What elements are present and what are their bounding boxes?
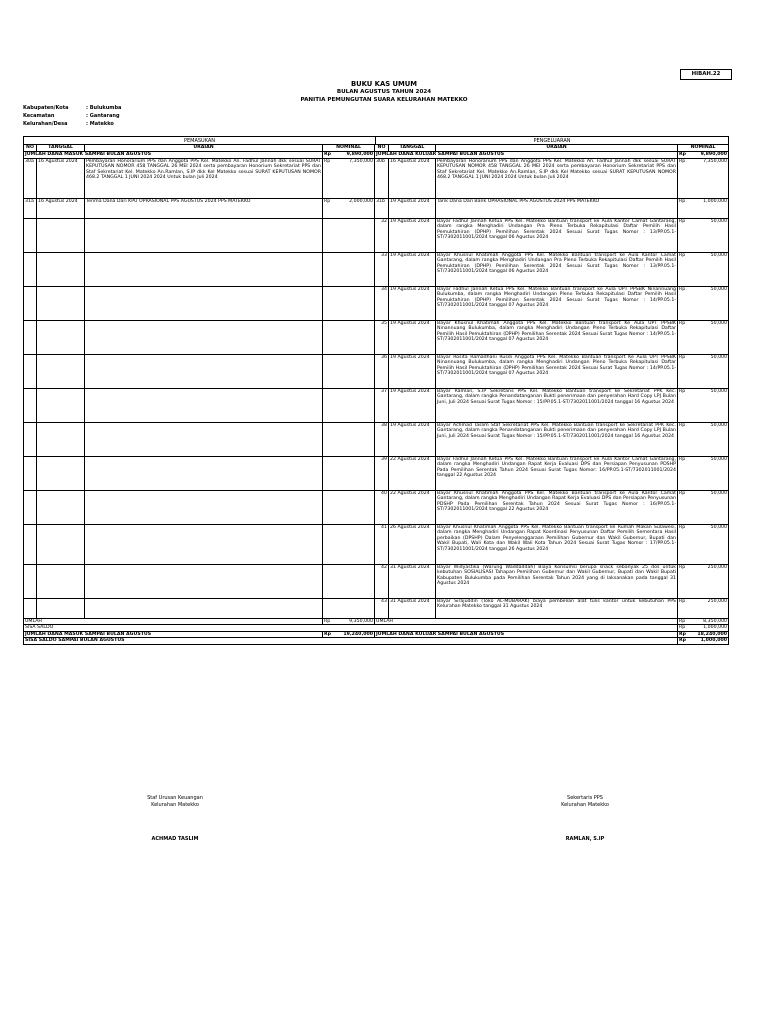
row-date: 19 Agustus 2024 — [389, 388, 436, 422]
col-no: NO — [375, 145, 389, 152]
empty-cell — [85, 456, 323, 490]
row-amount: 50,000 — [689, 490, 729, 524]
empty-cell — [24, 320, 37, 354]
empty-cell — [335, 286, 375, 320]
empty-cell — [37, 252, 85, 286]
row-desc: Bayar Rosita Ramadhani Rusdi Anggota PPS Kel. Matekko Bantuan transport Ke Aula UPT PPSBK Ninannuang Bulukumba, dalam rangka Menghadiri Undangan Pleno Terbuka Rekapitulasi Daftar Pemilih Hasil Pemuktahiran (DPHP) Pemilihan Serentak 2024 Sesuai Surat Tugas Nomor : 14/PP.05.1-ST/7302011001/2024 tanggal 07 Agustus 2024 — [436, 354, 678, 388]
signer-role: Staf Urusan Keuangan — [147, 795, 203, 801]
sisa-saldo-amount: 1,000,000 — [689, 625, 729, 632]
row-desc: Bayar Achmad Taslim Staf Sekretariat PPS Kel. Matekko Bantuan transport ke Sekretariat PPK Kec. Gantarang, dalam rangka Penandatanganan Bukti penerimaan dan penyerahan Hard Copy LPJ Bulan Juni, Juli 2024 Sesuai Surat Tugas Nomor : 15/PP.05.1-ST/7302011001/2024 tanggal 16 Agustus 2024 — [436, 422, 678, 456]
row-desc: Bayar Khusnul Khatimah Anggota PPS Kel. Matekko Bantuan transport ke Aula Kantor Camat Gantarang, dalam rangka Menghadiri Undangan Rapat Kerja Evaluasi DPS dan Persiapan Penyusunan PDSHP Pada Pemilihan Serentak Tahun 2024 Sesuai Surat Tugas Nomor : 16/PP.05.1-ST/7302011001/2024 tanggal 22 Agustus 2024 — [436, 490, 678, 524]
col-date: TANGGAL — [389, 145, 436, 152]
column-header-row — [24, 145, 729, 152]
currency: Rp — [678, 158, 689, 198]
currency: Rp — [678, 198, 689, 218]
region-value: : Gantarang — [86, 113, 120, 119]
col-no: NO — [24, 145, 37, 152]
currency: Rp — [323, 618, 335, 625]
row-no: 35 — [375, 320, 389, 354]
empty-cell — [335, 598, 375, 618]
row-no: 37 — [375, 388, 389, 422]
signer-org: Kelurahan Matekko — [561, 801, 609, 808]
table-row — [24, 388, 729, 422]
empty-cell — [24, 564, 37, 598]
empty-cell — [85, 388, 323, 422]
empty-cell — [85, 218, 323, 252]
row-desc: Bayar Ramlan, S.IP Sekretaris PPS Kel. Matekko Bantuan transport ke Sekretariat PPK Kec. Gantarang, dalam rangka Penandatanganan Bukti penerimaan dan penyerahan Hard Copy LPJ Bulan Juni, Juli 2024 Sesuai Surat Tugas Nomor : 15/PP.05.1-ST/7302011001/2024 tanggal 16 Agustus 2024 — [436, 388, 678, 422]
table-row — [24, 158, 729, 198]
currency: Rp — [323, 158, 335, 198]
jumlah-row — [24, 618, 729, 625]
empty-cell — [323, 388, 335, 422]
row-date: 19 Agustus 2024 — [389, 354, 436, 388]
empty-cell — [24, 252, 37, 286]
row-no: 30b — [375, 158, 389, 198]
row-no: 42 — [375, 564, 389, 598]
table-row — [24, 564, 729, 598]
jumlah-label: UMLAH — [24, 618, 323, 625]
row-desc: Terima Dana Dari KPU OPRASIONAL PPS AGUSTUS 2024 PPS MATEKKO — [85, 198, 323, 218]
signer-role: Sekertaris PPS — [567, 795, 603, 801]
empty-cell — [24, 286, 37, 320]
row-amount: 250,000 — [689, 598, 729, 618]
row-no: 32 — [375, 218, 389, 252]
region-row — [23, 120, 121, 128]
document-subtitle: BULAN AGUSTUS TAHUN 2024 — [336, 89, 432, 95]
empty-cell — [24, 456, 37, 490]
empty-cell — [323, 490, 335, 524]
row-desc: Pembayaran Honorarium PPS dan Anggota PPS Kel. Matekko An. Fadhul Jannah dkk sesuai SURAT KEPUTUSAN NOMOR 458 TANGGAL 26 MEI 2024 serta pembayaran Honorium Sekretariat PPS dan Staf Sekretariat Kel. Matekko An.Ramlan, S.IP dkk Kel Matekko sesuai SURAT KEPUTUSAN NOMOR 468.2 TANGGAL 1 JUNI 2024 2024 Untuk bulan Juli 2024 — [436, 158, 678, 198]
total-row — [24, 631, 729, 638]
empty-cell — [323, 524, 335, 564]
total-expense-amount: 18,240,000 — [689, 631, 729, 638]
col-desc: URAIAN — [85, 145, 323, 152]
currency: Rp — [678, 564, 689, 598]
opening-expense-amount: 9,890,000 — [689, 152, 729, 159]
empty-cell — [335, 320, 375, 354]
currency: Rp — [678, 638, 689, 645]
opening-expense-label: JUMLAH DANA KULUAR SAMPAI BULAN AGUSTUS — [375, 152, 678, 159]
currency: Rp — [678, 524, 689, 564]
region-label: Kelurahan/Desa — [23, 121, 68, 127]
empty-cell — [85, 490, 323, 524]
col-date: TANGGAL — [37, 145, 85, 152]
table-row — [24, 198, 729, 218]
row-amount: 50,000 — [689, 286, 729, 320]
row-no: 39 — [375, 456, 389, 490]
row-date: 31 Agustus 2024 — [389, 564, 436, 598]
currency: Rp — [678, 152, 689, 159]
currency: Rp — [678, 218, 689, 252]
currency: Rp — [323, 631, 335, 638]
empty-cell — [85, 286, 323, 320]
currency: Rp — [678, 490, 689, 524]
region-row — [23, 104, 121, 112]
empty-cell — [335, 524, 375, 564]
row-amount: 50,000 — [689, 456, 729, 490]
signature-secretary — [530, 795, 640, 843]
ledger-table — [23, 144, 729, 645]
empty-cell — [37, 422, 85, 456]
empty-cell — [37, 598, 85, 618]
empty-cell — [335, 388, 375, 422]
document-code: HIBAH.22 — [680, 69, 732, 80]
currency: Rp — [678, 252, 689, 286]
total-income-amount: 19,240,000 — [335, 631, 375, 638]
row-desc: Bayar Fadhul Jannah Ketua PPS Kel. Matekko Bantuan transport ke Aula Kantor Camat Gantarang, dalam rangka Menghadiri Undangan Rapat Kerja Evaluasi DPS dan Persiapan Penyusunan PDSHP Pada Pemilihan Serentak Tahun 2024 Sesuai Surat Tugas Nomor: 16/PP.05.1-ST/7302011001/2024 tanggal 22 Agustus 2024 — [436, 456, 678, 490]
row-date: 19 Agustus 2024 — [389, 422, 436, 456]
row-no: 40 — [375, 490, 389, 524]
currency: Rp — [323, 198, 335, 218]
row-date: 19 Agustus 2024 — [389, 198, 436, 218]
opening-balance-row — [24, 152, 729, 159]
signer-name: ACHMAD TASLIM — [151, 836, 199, 842]
row-date: 31 Agustus 2024 — [389, 598, 436, 618]
empty-cell — [85, 354, 323, 388]
empty-cell — [24, 422, 37, 456]
row-desc: Bayar Khusnul Khatimah Anggota PPS Kel. Matekko Bantuan transport ke Aula Kantor Camat Gantarang, dalam rangka Menghadiri Undangan Pra Pleno Terbuka Rekapitulasi Daftar Pemilih Hasil Pemuktahiran (DPHP) Pemilihan Serentak 2024 Sesuai Surat Tugas Nomor : 13/PP.05.1-ST/7302011001/2024 tanggal 06 Agustus 2024 — [436, 252, 678, 286]
currency: Rp — [678, 388, 689, 422]
row-date: 22 Agustus 2024 — [389, 456, 436, 490]
jumlah-expense-amount: 8,350,000 — [689, 618, 729, 625]
empty-cell — [335, 218, 375, 252]
row-date: 16 Agustus 2024 — [389, 158, 436, 198]
empty-cell — [24, 490, 37, 524]
row-desc: Bayar Widyastika (Warung Waddaddah) Biaya Konsumsi berupa snack sebanyak 25 dos untuk kebutuhan SOSIALISASI Tahapan Pemilihan Gubernur dan Wakil Gubernur, Bupati dan Wakil Bupati Kabupaten Bulukumba pada Pemilihan Serentak Tahun 2024 yang di laksanakan pada tanggal 31 Agustus 2024 — [436, 564, 678, 598]
row-amount: 7,350,000 — [335, 158, 375, 198]
empty-cell — [37, 456, 85, 490]
row-desc: Pembayaran Honorarium PPS dan Anggota PPS Kel. Matekko An. Fadhul Jannah dkk sesuai SURAT KEPUTUSAN NOMOR 458 TANGGAL 26 MEI 2024 serta pembayaran Honorium Sekretariat PPS dan Staf Sekretariat Kel. Matekko An.Ramlan, S.IP dkk Kel Matekko sesuai SURAT KEPUTUSAN NOMOR 468.2 TANGGAL 1 JUNI 2024 2024 Untuk bulan Juli 2024 — [85, 158, 323, 198]
empty-cell — [37, 218, 85, 252]
empty-cell — [24, 598, 37, 618]
empty-cell — [335, 456, 375, 490]
currency: Rp — [323, 152, 335, 159]
committee-name: PANITIA PEMUNGUTAN SUARA KELURAHAN MATEKKO — [300, 97, 468, 103]
income-section-header: PEMASUKAN — [23, 136, 376, 145]
row-desc: Bayar Khusnul Khatimah Anggota PPS Kel. Matekko Bantuan transport Ke Aula UPT PPSBK Ninannuang Bulukumba, dalam rangka Menghadiri Undangan Pleno Terbuka Rekapitulasi Daftar Pemilih Hasil Pemuktahiran (DPHP) Pemilihan Serentak 2024 Sesuai Surat Tugas Nomor : 14/PP.05.1-ST/7302011001/2024 tanggal 07 Agustus 2024 — [436, 320, 678, 354]
empty-cell — [37, 524, 85, 564]
signature-finance — [120, 795, 230, 843]
row-no: 36 — [375, 354, 389, 388]
row-desc: Bayar Sirajuddin (Toko AL-MUBARAK) biaya pembelian alat tulis kantor untuk kebutuhan PPS Kelurahan Matekko tanggal 31 Agustus 2024 — [436, 598, 678, 618]
currency: Rp — [678, 631, 689, 638]
row-amount: 50,000 — [689, 252, 729, 286]
row-no: 33 — [375, 252, 389, 286]
empty-cell — [85, 598, 323, 618]
row-date: 16 Agustus 2024 — [37, 198, 85, 218]
table-row — [24, 422, 729, 456]
table-row — [24, 456, 729, 490]
currency: Rp — [678, 354, 689, 388]
empty-cell — [323, 286, 335, 320]
table-row — [24, 490, 729, 524]
table-row — [24, 252, 729, 286]
empty-cell — [85, 252, 323, 286]
region-value: : Matekko — [86, 121, 114, 127]
empty-cell — [323, 456, 335, 490]
col-amount: NOMINAL — [678, 145, 729, 152]
row-desc: Tarik Dana Dari Bank OPRASIONAL PPS AGUSTUS 2024 PPS MATEKKO — [436, 198, 678, 218]
jumlah-income-amount: 9,350,000 — [335, 618, 375, 625]
row-no: 31a — [24, 198, 37, 218]
empty-cell — [37, 388, 85, 422]
final-balance-amount: 1,000,000 — [689, 638, 729, 645]
row-date: 19 Agustus 2024 — [389, 218, 436, 252]
table-row — [24, 286, 729, 320]
row-date: 16 Agustus 2024 — [37, 158, 85, 198]
row-date: 19 Agustus 2024 — [389, 320, 436, 354]
empty-cell — [24, 388, 37, 422]
row-date: 22 Agustus 2024 — [389, 490, 436, 524]
row-desc: Bayar Khusnul Khatimah Anggota PPS Kel. Matekko Bantuan transport ke Rumah Makan Sulawesi, dalam rangka Menghadiri Undangan Rapat Koordinasi Penyusunan Daftar Pemilih Sementara Hasil perbaikan (DPSHP) Dalam Penyelenggaraan Pemilihan Gubernur dan Wakil Gubernur, Bupati dan Wakil Bupati, Wali Kota dan Wakil Wali Kota Tahun 2024 Sesuai Surat Tugas Nomor : 17/PP.05.1-ST/7302011001/2024 tanggal 26 Agustus 2024 — [436, 524, 678, 564]
empty-cell — [85, 422, 323, 456]
empty-cell — [37, 564, 85, 598]
empty-cell — [335, 354, 375, 388]
empty-cell — [24, 524, 37, 564]
row-no: 31b — [375, 198, 389, 218]
row-amount: 50,000 — [689, 422, 729, 456]
row-no: 38 — [375, 422, 389, 456]
empty-cell — [85, 320, 323, 354]
empty-cell — [85, 524, 323, 564]
jumlah-label: UMLAH — [375, 618, 678, 625]
empty-cell — [85, 564, 323, 598]
empty-cell — [323, 564, 335, 598]
row-amount: 7,350,000 — [689, 158, 729, 198]
currency: Rp — [678, 625, 689, 632]
row-no: 41 — [375, 524, 389, 564]
opening-income-label: JUMLAH DANA MASUK SAMPAI BULAN AGUSTUS — [24, 152, 323, 159]
final-balance-row — [24, 638, 729, 645]
row-amount: 1,000,000 — [689, 198, 729, 218]
expense-section-header: PENGELUARAN — [375, 136, 729, 145]
row-no: 34 — [375, 286, 389, 320]
empty-cell — [335, 564, 375, 598]
region-label: Kecamatan — [23, 113, 55, 119]
signer-name: RAMLAN, S.IP — [565, 836, 605, 842]
col-amount: NOMINAL — [323, 145, 375, 152]
document-title: BUKU KAS UMUM — [350, 80, 418, 88]
empty-cell — [323, 320, 335, 354]
row-no: 43 — [375, 598, 389, 618]
table-row — [24, 218, 729, 252]
table-row — [24, 598, 729, 618]
empty-cell — [37, 354, 85, 388]
row-amount: 50,000 — [689, 320, 729, 354]
region-value: : Bulukumba — [86, 105, 122, 111]
sisa-saldo-row — [24, 625, 729, 632]
empty-cell — [323, 252, 335, 286]
currency: Rp — [678, 456, 689, 490]
final-balance-label: SISA SALDO SAMPAI BULAN AGUSTUS — [24, 638, 678, 645]
row-amount: 2,000,000 — [335, 198, 375, 218]
currency: Rp — [678, 286, 689, 320]
empty-cell — [323, 598, 335, 618]
region-info — [23, 104, 121, 128]
row-date: 26 Agustus 2024 — [389, 524, 436, 564]
table-row — [24, 524, 729, 564]
currency: Rp — [678, 598, 689, 618]
empty-cell — [37, 320, 85, 354]
row-amount: 50,000 — [689, 388, 729, 422]
empty-cell — [323, 354, 335, 388]
currency: Rp — [678, 618, 689, 625]
table-row — [24, 320, 729, 354]
opening-income-amount: 9,890,000 — [335, 152, 375, 159]
currency: Rp — [678, 320, 689, 354]
empty-cell — [24, 354, 37, 388]
empty-cell — [323, 218, 335, 252]
total-income-label: JUMLAH DANA MASUK SAMPAI BULAN AGUSTUS — [24, 631, 323, 638]
row-amount: 250,000 — [689, 564, 729, 598]
row-amount: 50,000 — [689, 354, 729, 388]
row-date: 19 Agustus 2024 — [389, 286, 436, 320]
row-amount: 50,000 — [689, 218, 729, 252]
total-expense-label: JUMLAH DANA KULUAR SAMPAI BULAN AGUSTUS — [375, 631, 678, 638]
row-desc: Bayar Fadhul Jannah Ketua PPS Kel. Matekko Bantuan transport ke Aula Kantor Camat Gantarang, dalam rangka Menghadiri Undangan Pra Pleno Terbuka Rekapitulasi Daftar Pemilih Hasil Pemuktahiran (DPHP) Pemilihan Serentak 2024 Sesuai Surat Tugas Nomor : 13/PP.05.1-ST/7302011001/2024 tanggal 06 Agustus 2024 — [436, 218, 678, 252]
signer-org: Kelurahan Matekko — [151, 801, 199, 808]
empty-cell — [37, 286, 85, 320]
empty-cell — [335, 252, 375, 286]
region-row — [23, 112, 121, 120]
empty-cell — [24, 218, 37, 252]
row-desc: Bayar Fadhul Jannah Ketua PPS Kel. Matekko Bantuan transport ke Aula UPT PPSBK Ninannuang Bulukumba, dalam rangka Menghadiri Undangan Pleno Terbuka Rekapitulasi Daftar Pemilih Hasil Pemuktahiran (DPHP) Pemilihan Serentak 2024 Sesuai Surat Tugas Nomor : 14/PP.05.1-ST/7302011001/2024 tanggal 07 Agustus 2024 — [436, 286, 678, 320]
empty-cell — [335, 422, 375, 456]
empty-cell — [37, 490, 85, 524]
row-amount: 50,000 — [689, 524, 729, 564]
currency: Rp — [678, 422, 689, 456]
empty-cell — [335, 490, 375, 524]
empty-cell — [323, 422, 335, 456]
col-desc: URAIAN — [436, 145, 678, 152]
region-label: Kabupaten/Kota — [23, 105, 69, 111]
table-row — [24, 354, 729, 388]
row-date: 19 Agustus 2024 — [389, 252, 436, 286]
row-no: 30a — [24, 158, 37, 198]
sisa-saldo-label: SISA SALDO — [24, 625, 678, 632]
